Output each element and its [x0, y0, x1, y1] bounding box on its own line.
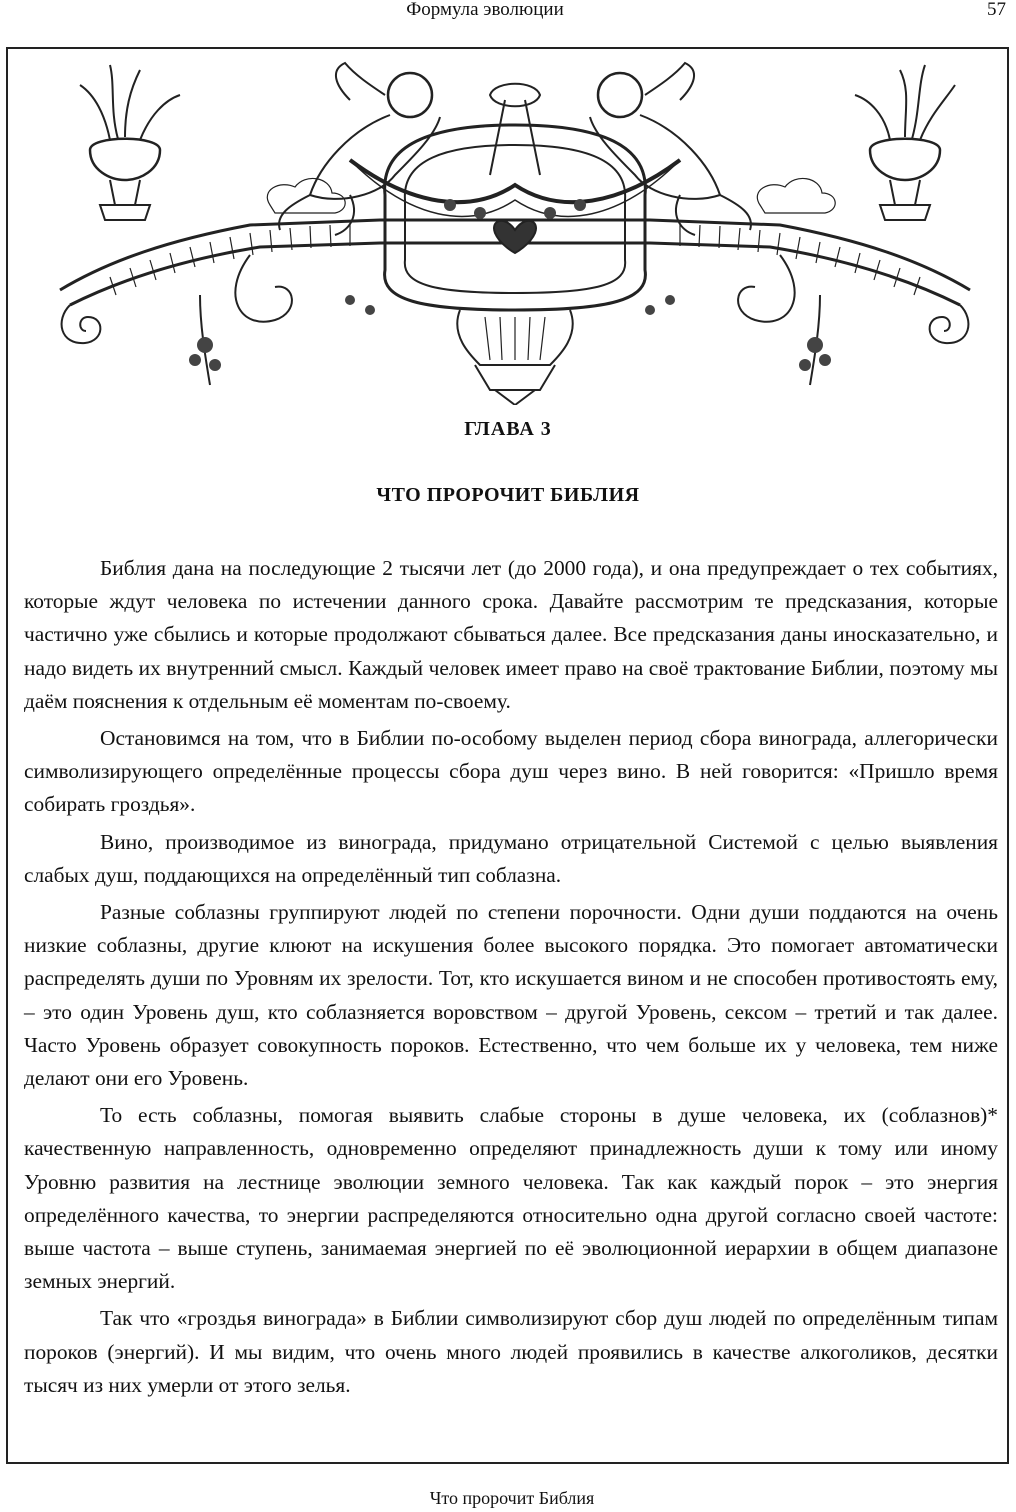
decorative-vignette-icon: [50, 55, 980, 405]
running-title: Формула эволюции: [406, 0, 564, 20]
paragraph: Остановимся на том, что в Библии по-особому выделен период сбора винограда, аллегорически символизирующего определённые процессы сбора душ через вино. В ней говорится: «Пришло время собирать гроздья».: [24, 726, 998, 817]
paragraph: То есть соблазны, помогая выявить слабые стороны в душе человека, их (соблазнов)* качественную направленность, одновременно определяют принадлежность души к тому или иному Уровню развития на лестнице эволюции земного человека. Так как каждый порок – это энергия определённого качества, то энергии распределяются относительно одна другой согласно своей частоте: выше частота – выше ступень, занимаемая энергией по её эволюционной иерархии в общем диапазоне земных энергий.: [24, 1103, 998, 1294]
paragraph: Вино, производимое из винограда, придумано отрицательной Системой с целью выявления слабых душ, поддающихся на определённый тип соблазна.: [24, 829, 998, 887]
chapter-title: ЧТО ПРОРОЧИТ БИБЛИЯ: [376, 484, 640, 506]
page-number: 57: [987, 0, 1006, 20]
paragraph: Так что «гроздья винограда» в Библии символизируют сбор душ людей по определённым типам пороков (энергий). И мы видим, что очень много людей проявились в качестве алкоголиков, десятки тысяч из них умерли от этого зелья.: [24, 1306, 998, 1397]
running-head: [0, 0, 1016, 26]
body-text: [24, 552, 998, 1406]
running-foot: Что пророчит Библия: [429, 1488, 595, 1508]
paragraph: Библия дана на последующие 2 тысячи лет (до 2000 года), и она предупреждает о тех событиях, которые ждут человека по истечении данного срока. Давайте рассмотрим те предсказания, которые частично уже сбылись и которые продолжают сбываться далее. Все предсказания даны иносказательно, и надо видеть их внутренний смысл. Каждый человек имеет право на своё трактование Библии, поэтому мы даём пояснения к отдельным её моментам по-своему.: [24, 556, 998, 713]
chapter-label: ГЛАВА 3: [464, 418, 552, 440]
paragraph: Разные соблазны группируют людей по степени порочности. Одни души поддаются на очень низкие соблазны, другие клюют на искушения более высокого порядка. Это помогает автоматически распределять души по Уровням их зрелости. Тот, кто искушается вином и не способен противостоять ему, – это один Уровень душ, кто соблазняется воровством – другой Уровень, сексом – третий и так далее. Часто Уровень образует совокупность пороков. Естественно, что чем больше их у человека, тем ниже делают они его Уровень.: [24, 900, 998, 1091]
